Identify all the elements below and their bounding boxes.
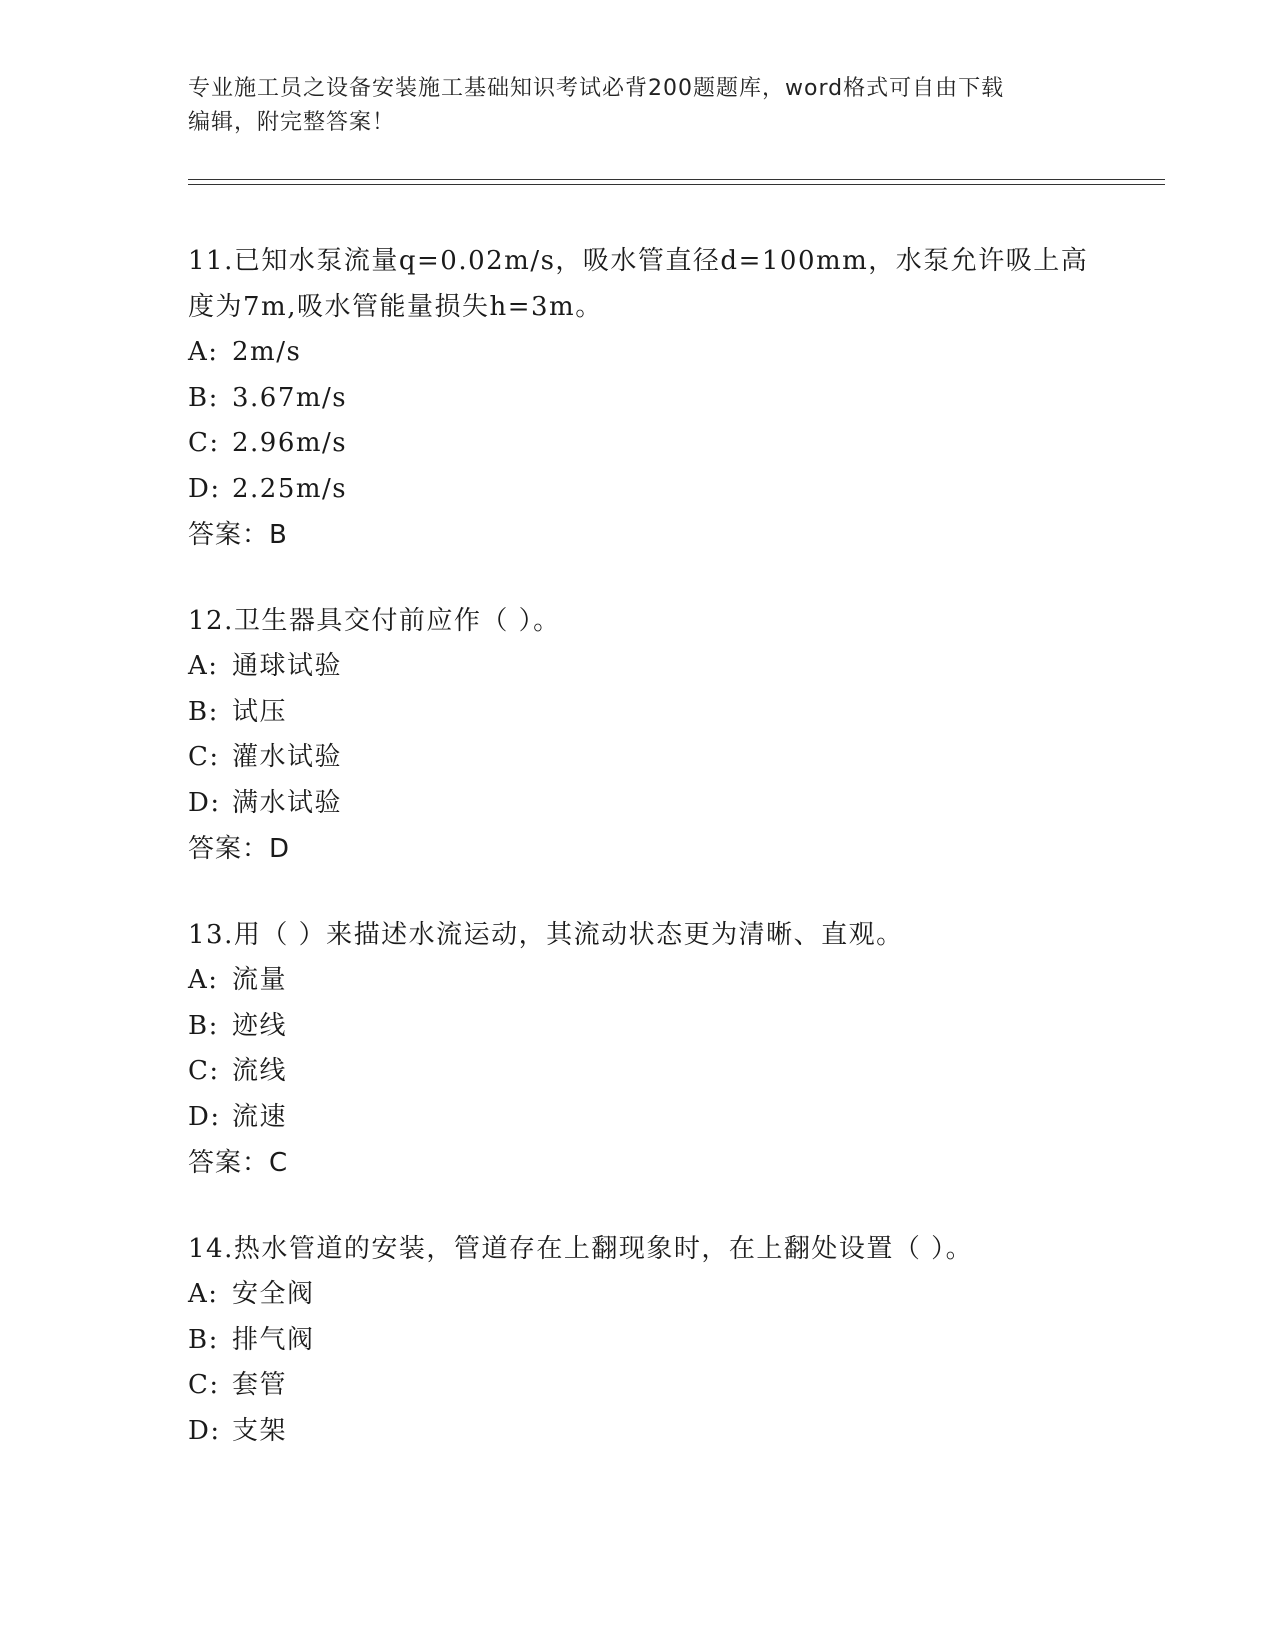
question-12 bbox=[188, 598, 1088, 872]
answer-line: 答案：D bbox=[188, 834, 291, 864]
option-d bbox=[188, 1095, 1088, 1141]
option-text: 2.25m/s bbox=[232, 473, 348, 504]
question-spacer bbox=[188, 1186, 1088, 1226]
option-text: 排气阀 bbox=[232, 1324, 315, 1355]
option-letter: A: bbox=[188, 337, 219, 367]
question-stem-line-1: 14.热水管道的安装，管道存在上翻现象时，在上翻处设置（ ）。 bbox=[188, 1234, 974, 1264]
option-b bbox=[188, 376, 1088, 422]
question-stem-line-2: 度为7m,吸水管能量损失h=3m。 bbox=[188, 292, 603, 322]
question-stem-line-1: 11.已知水泵流量q=0.02m/s，吸水管直径d=100mm，水泵允许吸上高 bbox=[188, 246, 1089, 276]
option-text: 流线 bbox=[232, 1056, 288, 1086]
option-text: 灌水试验 bbox=[232, 742, 343, 772]
option-letter: C: bbox=[188, 1056, 220, 1086]
header-title-line-2: 编辑，附完整答案！ bbox=[188, 110, 396, 135]
option-letter: C: bbox=[188, 1370, 220, 1400]
option-c bbox=[188, 735, 1088, 781]
option-letter: A: bbox=[188, 1279, 219, 1309]
option-c bbox=[188, 1049, 1088, 1095]
option-letter: B: bbox=[188, 382, 219, 413]
option-c bbox=[188, 1363, 1088, 1409]
question-11 bbox=[188, 238, 1088, 558]
question-stem bbox=[188, 1226, 1088, 1272]
option-b bbox=[188, 1318, 1088, 1364]
option-letter: B: bbox=[188, 696, 219, 727]
option-text: 流量 bbox=[232, 965, 288, 995]
header-divider-top bbox=[188, 179, 1165, 180]
option-a bbox=[188, 958, 1088, 1004]
document-header bbox=[188, 72, 1088, 140]
option-text: 满水试验 bbox=[232, 787, 343, 818]
option-text: 3.67m/s bbox=[232, 382, 348, 413]
option-text: 通球试验 bbox=[232, 651, 343, 681]
option-text: 支架 bbox=[232, 1415, 288, 1446]
option-text: 试压 bbox=[232, 696, 288, 727]
option-c bbox=[188, 421, 1088, 467]
option-letter: B: bbox=[188, 1324, 219, 1355]
option-letter: D: bbox=[188, 787, 221, 818]
option-d bbox=[188, 781, 1088, 827]
option-text: 安全阀 bbox=[232, 1279, 315, 1309]
option-letter: A: bbox=[188, 965, 219, 995]
answer-line: 答案：C bbox=[188, 1148, 289, 1178]
question-stem-line-1: 12.卫生器具交付前应作（ ）。 bbox=[188, 606, 561, 636]
option-text: 迹线 bbox=[232, 1010, 288, 1041]
option-a bbox=[188, 330, 1088, 376]
option-letter: A: bbox=[188, 651, 219, 681]
option-a bbox=[188, 644, 1088, 690]
question-spacer bbox=[188, 872, 1088, 912]
question-stem bbox=[188, 912, 1088, 958]
question-stem-line-1: 13.用（ ）来描述水流运动，其流动状态更为清晰、直观。 bbox=[188, 920, 904, 950]
option-letter: B: bbox=[188, 1010, 219, 1041]
header-title-line-1: 专业施工员之设备安装施工基础知识考试必背200题题库，word格式可自由下载 bbox=[188, 76, 1005, 101]
option-d bbox=[188, 467, 1088, 513]
option-text: 套管 bbox=[232, 1370, 288, 1400]
option-letter: C: bbox=[188, 428, 220, 458]
question-list bbox=[188, 238, 1088, 1454]
option-text: 2m/s bbox=[232, 337, 302, 367]
option-b bbox=[188, 1004, 1088, 1050]
option-d bbox=[188, 1409, 1088, 1455]
option-text: 流速 bbox=[232, 1101, 288, 1132]
option-letter: D: bbox=[188, 1101, 221, 1132]
option-b bbox=[188, 690, 1088, 736]
answer-line: 答案：B bbox=[188, 520, 288, 550]
question-13 bbox=[188, 912, 1088, 1186]
question-14 bbox=[188, 1226, 1088, 1454]
option-letter: C: bbox=[188, 742, 220, 772]
option-text: 2.96m/s bbox=[232, 428, 348, 458]
header-divider-bottom bbox=[188, 184, 1165, 185]
question-spacer bbox=[188, 558, 1088, 598]
question-stem bbox=[188, 238, 1088, 330]
option-letter: D: bbox=[188, 1415, 221, 1446]
option-letter: D: bbox=[188, 473, 221, 504]
question-stem bbox=[188, 598, 1088, 644]
option-a bbox=[188, 1272, 1088, 1318]
